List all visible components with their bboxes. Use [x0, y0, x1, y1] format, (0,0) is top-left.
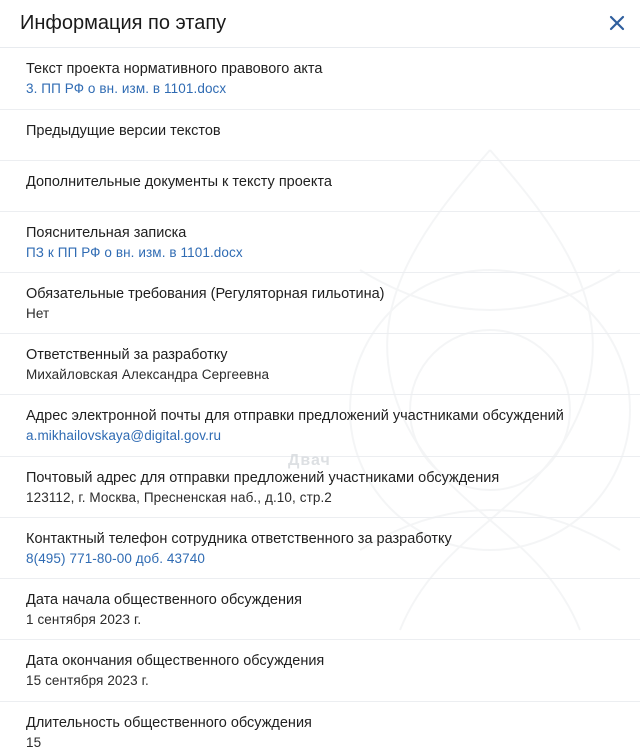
- page-title: Информация по этапу: [20, 12, 227, 34]
- field-responsible-person: [0, 334, 640, 395]
- field-label: Пояснительная записка: [26, 225, 187, 241]
- field-label: Дата начала общественного обсуждения: [26, 592, 302, 608]
- watermark-text: Двач: [288, 452, 331, 469]
- field-label: Дата окончания общественного обсуждения: [26, 653, 325, 669]
- explanatory-note-file-link[interactable]: ПЗ к ПП РФ о вн. изм. в 1101.docx: [26, 245, 243, 260]
- field-contact-phone: [0, 518, 640, 579]
- field-label: Текст проекта нормативного правового акта: [26, 61, 323, 77]
- field-value: 1 сентября 2023 г.: [26, 612, 142, 627]
- field-email: [0, 395, 640, 457]
- close-icon: [606, 12, 628, 34]
- field-discussion-end: [0, 640, 640, 702]
- field-label: Дополнительные документы к тексту проекта: [26, 174, 332, 190]
- field-label: Контактный телефон сотрудника ответственного за разработку: [26, 531, 452, 547]
- field-discussion-duration: [0, 702, 640, 755]
- field-label: Обязательные требования (Регуляторная гильотина): [26, 286, 385, 302]
- field-npa-text: [0, 48, 640, 110]
- field-explanatory-note: [0, 212, 640, 273]
- field-label: Ответственный за разработку: [26, 347, 228, 363]
- field-label: Предыдущие версии текстов: [26, 123, 221, 139]
- phone-link[interactable]: 8(495) 771-80-00 доб. 43740: [26, 551, 205, 566]
- field-value: Михайловская Александра Сергеевна: [26, 367, 270, 382]
- close-button[interactable]: [606, 12, 628, 34]
- field-value: Нет: [26, 306, 50, 321]
- field-label: Длительность общественного обсуждения: [26, 715, 312, 731]
- field-previous-versions: [0, 110, 640, 161]
- field-mandatory-requirements: [0, 273, 640, 334]
- panel-header: [0, 0, 640, 48]
- fields-list: [0, 48, 640, 755]
- field-value: 15 сентября 2023 г.: [26, 673, 149, 688]
- npa-text-file-link[interactable]: 3. ПП РФ о вн. изм. в 1101.docx: [26, 81, 227, 96]
- field-label: Адрес электронной почты для отправки предложений участниками обсуждений: [26, 408, 564, 424]
- field-discussion-start: [0, 579, 640, 640]
- field-additional-documents: [0, 161, 640, 212]
- field-value: 15: [26, 735, 42, 750]
- field-label: Почтовый адрес для отправки предложений участниками обсуждения: [26, 470, 500, 486]
- field-value: 123112, г. Москва, Пресненская наб., д.10, стр.2: [26, 490, 332, 505]
- email-link[interactable]: a.mikhailovskaya@digital.gov.ru: [26, 428, 222, 443]
